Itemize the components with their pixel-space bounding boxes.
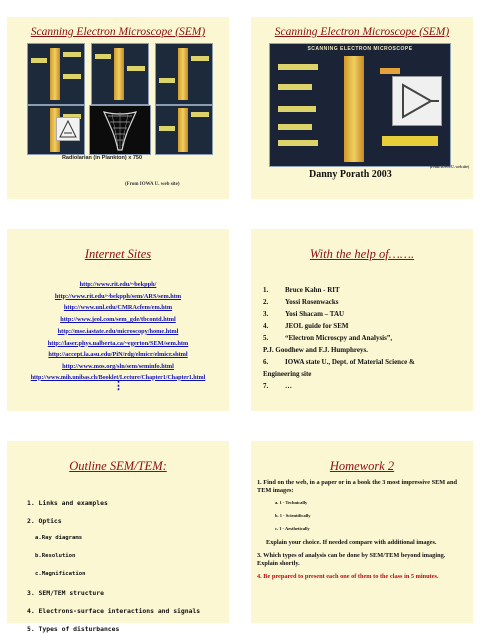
list-item: 2. Yossi Rosenwacks bbox=[263, 298, 339, 306]
homework-subitem: a. 1 - Technically bbox=[275, 500, 308, 505]
detector-inset bbox=[56, 117, 80, 141]
sem-diagram-image bbox=[269, 43, 451, 167]
web-link[interactable]: http://www.mos.org/sln/sem/seminfo.html bbox=[62, 362, 174, 370]
sem-column-image bbox=[91, 43, 149, 105]
list-item: 4. Electrons-surface interactions and signals bbox=[27, 607, 201, 615]
slide-sem-images bbox=[7, 17, 229, 199]
more-dots: ⋮ bbox=[113, 380, 124, 392]
slide-internet-sites bbox=[7, 229, 229, 411]
list-item: 7. … bbox=[263, 382, 292, 390]
sem-column-image bbox=[27, 43, 85, 105]
slide-title: Homework 2 bbox=[329, 459, 395, 473]
slide-credits bbox=[251, 229, 473, 411]
list-item: 5. “Electron Microscpy and Analysis”, bbox=[263, 334, 393, 342]
homework-subitem: c. 1 - Aesthetically bbox=[275, 526, 310, 531]
list-item: 3. SEM/TEM structure bbox=[27, 589, 104, 597]
list-item-continued: Engineering site bbox=[263, 370, 312, 378]
homework-note: Explain your choice. If needed compare with additional images. bbox=[266, 539, 437, 546]
list-item: 5. Types of disturbances bbox=[27, 625, 120, 633]
web-link[interactable]: http://accept.la.asu.edu/PiN/rdg/elmicr/elmicr.shtml bbox=[48, 351, 188, 359]
slide-title: Internet Sites bbox=[84, 247, 152, 261]
list-subitem: b.Resolution bbox=[35, 553, 76, 559]
list-item: 1. Links and examples bbox=[27, 499, 108, 507]
web-link[interactable]: http://www.rit.edu/~bekpph/sem/ARS/sem.htm bbox=[54, 292, 182, 300]
homework-question: 1. Find on the web, in a paper or in a book the 3 most impressive SEM and TEM images: bbox=[257, 479, 457, 494]
link-list bbox=[7, 279, 229, 384]
homework-question: 4. Be prepared to present each one of them to the class in 5 minutes. bbox=[257, 573, 439, 580]
list-item: 2. Optics bbox=[27, 517, 62, 525]
web-link[interactable]: http://mse.iastate.edu/microscopy/home.html bbox=[57, 327, 179, 335]
slide-title: Scanning Electron Microscope (SEM) bbox=[274, 26, 450, 38]
homework-question: 3. Which types of analysis can be done by SEM/TEM beyond imaging. Explain shortly. bbox=[257, 552, 446, 567]
slide-title: Outline SEM/TEM: bbox=[69, 459, 167, 473]
diagram-title: SCANNING ELECTRON MICROSCOPE bbox=[307, 46, 413, 52]
list-subitem: a.Ray diagrams bbox=[35, 535, 83, 541]
slide-homework bbox=[251, 441, 473, 623]
homework-body bbox=[257, 479, 467, 586]
sem-column-image bbox=[155, 43, 213, 105]
slide-outline bbox=[7, 441, 229, 633]
list-item: 3. Yosi Shacam – TAU bbox=[263, 310, 345, 318]
diagram-source: (From IOWA U. web site) bbox=[429, 165, 469, 169]
sem-column-image bbox=[155, 105, 213, 155]
list-item: 4. JEOL guide for SEM bbox=[263, 322, 349, 330]
image-source: (From IOWA U. web site) bbox=[125, 182, 180, 187]
slide-title: With the help of……. bbox=[309, 247, 415, 261]
web-link[interactable]: http://www.unl.edu/CMRAcfem/em.htm bbox=[63, 304, 173, 312]
slide-title: Scanning Electron Microscope (SEM) bbox=[30, 26, 206, 38]
list-item-continued: P.J. Goodhew and F.J. Humphreys. bbox=[263, 346, 368, 354]
web-link[interactable]: http://www.jeol.com/sem_gde/tbcontd.html bbox=[60, 316, 176, 324]
image-caption: Radiolarian (in Plankton) x 750 bbox=[61, 155, 143, 161]
homework-subitem: b. 1 - Scientifically bbox=[275, 513, 311, 518]
outline-list bbox=[27, 498, 225, 642]
web-link[interactable]: http://www.mih.unibas.ch/Booklet/Lecture/Chapter1/Chapter1.html bbox=[30, 374, 206, 381]
radiolarian-image bbox=[89, 105, 151, 155]
web-link[interactable]: http://www.rit.edu/~bekpph/ bbox=[79, 281, 157, 288]
list-item: 1. Bruce Kahn - RIT bbox=[263, 286, 340, 294]
list-item: 6. IOWA state U., Dept. of Material Science & bbox=[263, 358, 415, 366]
author-name: Danny Porath 2003 bbox=[309, 169, 392, 180]
slide-sem-diagram bbox=[251, 17, 473, 199]
list-subitem: c.Magnification bbox=[35, 571, 86, 577]
credits-list bbox=[263, 284, 467, 392]
web-link[interactable]: http://laser.phys.ualberta.ca/~egerton/SEM/sem.htm bbox=[47, 339, 189, 347]
